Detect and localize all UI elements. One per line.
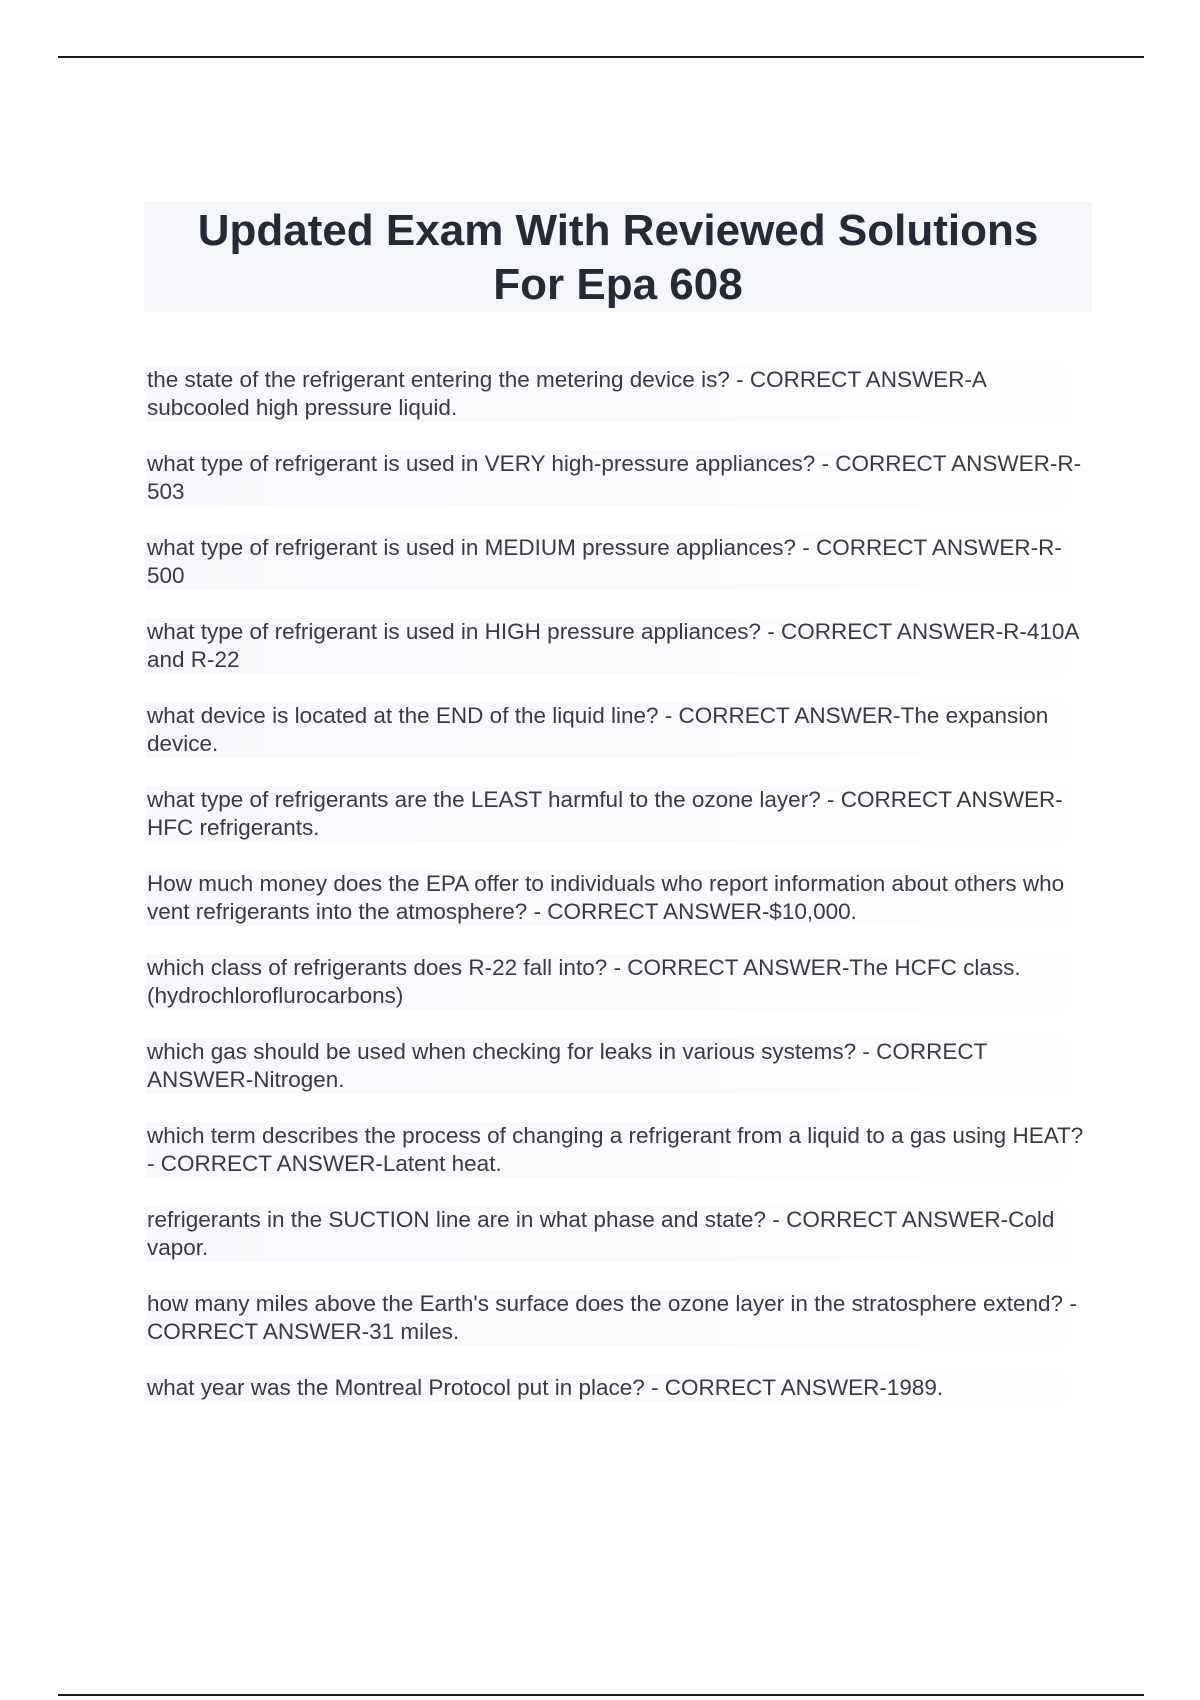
qa-list <box>145 366 1090 1430</box>
qa-item: the state of the refrigerant entering the metering device is? - CORRECT ANSWER-A subcooled high pressure liquid. <box>145 366 1090 422</box>
bottom-rule <box>58 1694 1144 1696</box>
title-line-1: Updated Exam With Reviewed Solutions <box>197 206 1039 255</box>
qa-item: what type of refrigerant is used in MEDIUM pressure appliances? - CORRECT ANSWER-R-500 <box>145 534 1090 590</box>
document-title <box>144 204 1092 312</box>
top-rule <box>58 56 1144 58</box>
qa-item: what type of refrigerant is used in VERY high-pressure appliances? - CORRECT ANSWER-R-503 <box>145 450 1090 506</box>
title-line-2: For Epa 608 <box>493 260 743 309</box>
qa-item: which term describes the process of changing a refrigerant from a liquid to a gas using HEAT? - CORRECT ANSWER-Latent heat. <box>145 1122 1090 1178</box>
qa-item: which gas should be used when checking for leaks in various systems? - CORRECT ANSWER-Nitrogen. <box>145 1038 1090 1094</box>
qa-item: which class of refrigerants does R-22 fall into? - CORRECT ANSWER-The HCFC class. (hydrochloroflurocarbons) <box>145 954 1090 1010</box>
qa-item: what type of refrigerants are the LEAST harmful to the ozone layer? - CORRECT ANSWER-HFC refrigerants. <box>145 786 1090 842</box>
qa-item: how many miles above the Earth's surface does the ozone layer in the stratosphere extend? - CORRECT ANSWER-31 miles. <box>145 1290 1090 1346</box>
qa-item: How much money does the EPA offer to individuals who report information about others who vent refrigerants into the atmosphere? - CORRECT ANSWER-$10,000. <box>145 870 1090 926</box>
title-block <box>144 202 1092 312</box>
qa-item: what device is located at the END of the liquid line? - CORRECT ANSWER-The expansion device. <box>145 702 1090 758</box>
qa-item: refrigerants in the SUCTION line are in what phase and state? - CORRECT ANSWER-Cold vapor. <box>145 1206 1090 1262</box>
qa-item: what type of refrigerant is used in HIGH pressure appliances? - CORRECT ANSWER-R-410A and R-22 <box>145 618 1090 674</box>
qa-item: what year was the Montreal Protocol put in place? - CORRECT ANSWER-1989. <box>145 1374 1090 1402</box>
